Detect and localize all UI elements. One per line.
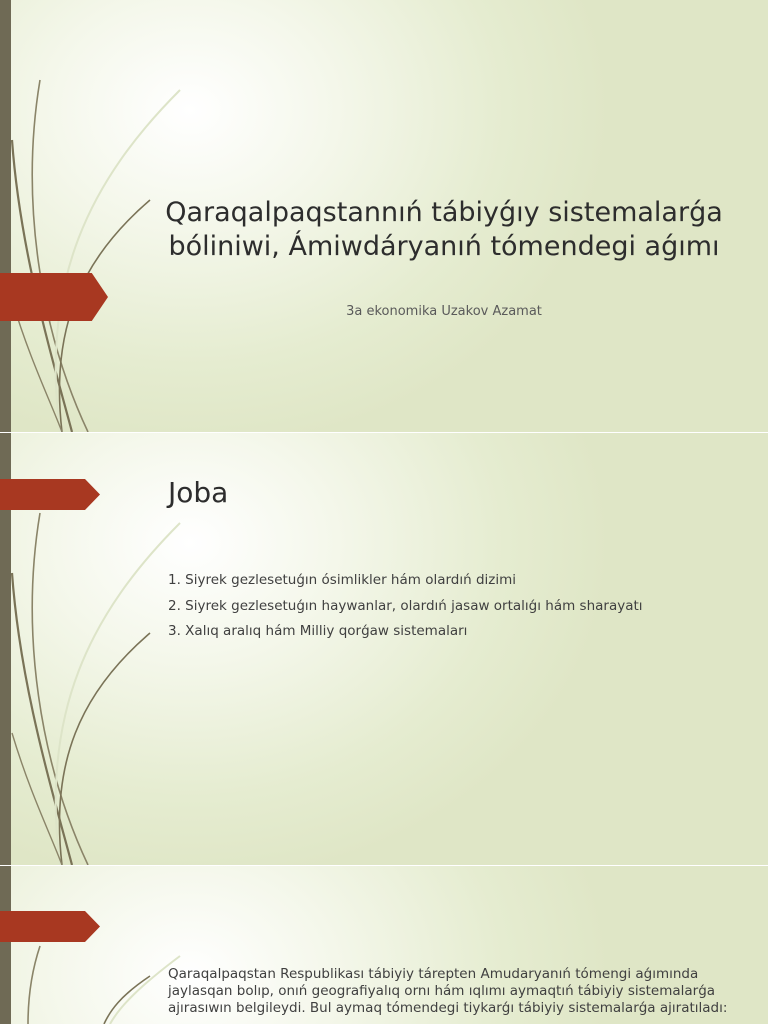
slide-2 (0, 433, 768, 865)
slide-subtitle: 3a ekonomika Uzakov Azamat (346, 304, 542, 319)
slide-title: Qaraqalpaqstannıń tábiyǵıy sistemalarǵa bóliniwi, Ámiwdáryanıń tómendegi aǵımı (165, 197, 723, 262)
accent-ribbon (0, 273, 108, 321)
list-item: 2. Siyrek gezlesetuǵın haywanlar, olardıń jasaw ortalıǵı hám sharayatı (168, 597, 643, 614)
slide-title: Joba (168, 476, 229, 509)
agenda-list (168, 570, 643, 647)
accent-ribbon (0, 911, 100, 942)
slide-1 (0, 0, 768, 432)
accent-ribbon (0, 479, 100, 510)
list-item: 1. Siyrek gezlesetuǵın ósimlikler hám olardıń dizimi (168, 572, 517, 588)
list-item: 3. Xalıq aralıq hám Milliy qorǵaw sistemaları (168, 623, 468, 639)
slide-body-text: Qaraqalpaqstan Respublikası tábiyiy tárepten Amudaryanıń tómengi aǵımında jaylasqan bolıp, onıń geografiyalıq ornı hám ıqlımı aymaqtıń tábiyiy sistemalarǵa ajırasıwın belgileydi. Bul aymaq tómendegi tiykarǵı tábiyiy sistemalarǵa ajıratıladı: (168, 966, 728, 1016)
